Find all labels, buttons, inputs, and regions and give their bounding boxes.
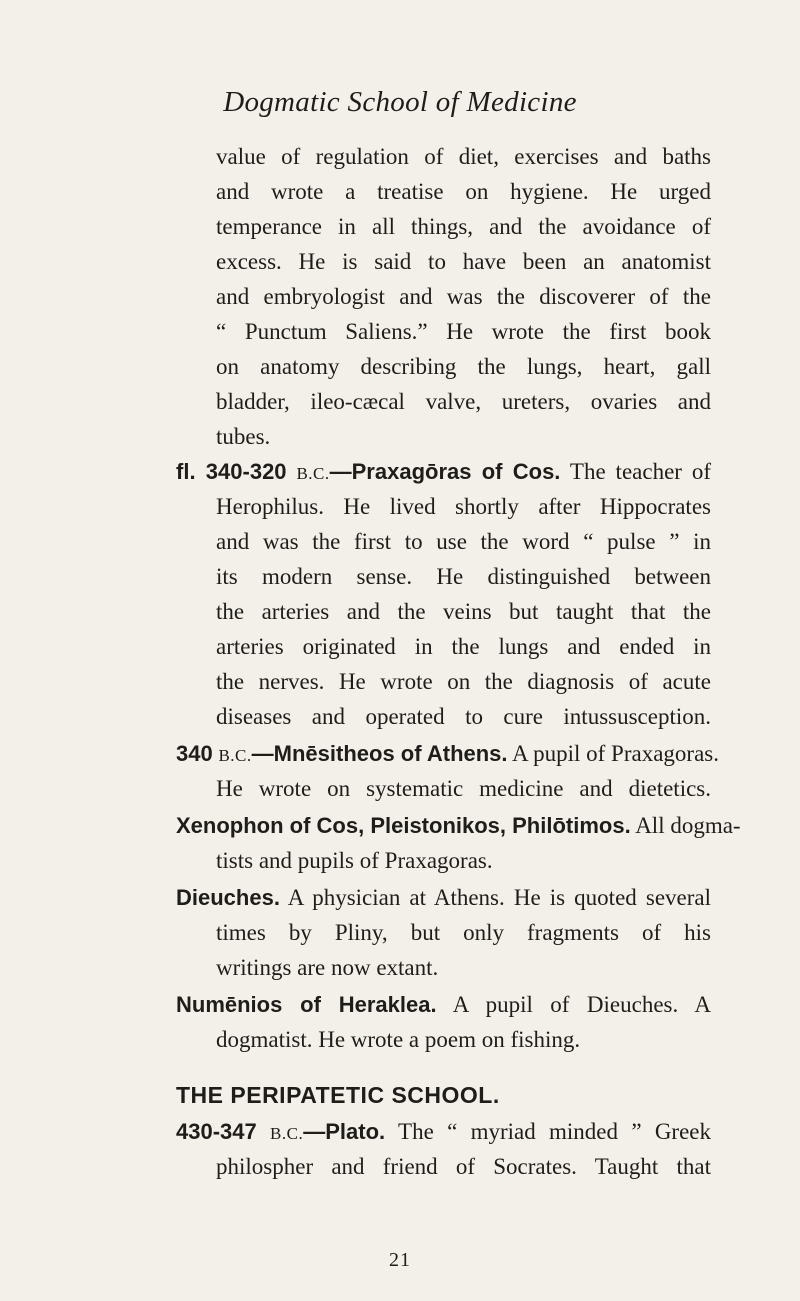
text-line: on anatomy describing the lungs, heart, gall [216, 354, 711, 379]
entry-xenophon-heading [176, 809, 741, 844]
text-line: writings are now extant. [216, 955, 439, 980]
entry-date: 340 [176, 741, 213, 766]
text-line: He wrote on systematic medicine and dietetics. [216, 776, 711, 801]
text-line: temperance in all things, and the avoidance of [216, 214, 711, 239]
entry-date: 430-347 [176, 1119, 257, 1144]
entry-numenios-heading [176, 988, 711, 1023]
text-line: the arteries and the veins but taught that the [216, 599, 711, 624]
entry-name: —Praxagōras of Cos. [329, 459, 561, 484]
text-line: times by Pliny, but only fragments of his [216, 920, 711, 945]
text-line: and wrote a treatise on hygiene. He urged [216, 179, 711, 204]
entry-name: Dieuches. [176, 885, 280, 910]
text-line: the nerves. He wrote on the diagnosis of acute [216, 669, 711, 694]
text-line: value of regulation of diet, exercises and baths [216, 144, 711, 169]
entry-text: A pupil of Praxagoras. [512, 741, 719, 766]
era: B.C. [218, 746, 252, 765]
entry-date: fl. 340-320 [176, 459, 287, 484]
text-line: excess. He is said to have been an anatomist [216, 249, 711, 274]
text-line: and was the first to use the word “ pulse ” in [216, 529, 711, 554]
entry-text: The “ myriad minded ” Greek [398, 1119, 712, 1144]
entry-name: —Mnēsitheos of Athens. [251, 741, 508, 766]
text-line: arteries originated in the lungs and ended in [216, 634, 711, 659]
entry-text: A physician at Athens. He is quoted several [287, 885, 711, 910]
entry-plato-heading [176, 1115, 711, 1152]
text-line: Herophilus. He lived shortly after Hippocrates [216, 494, 711, 519]
era: B.C. [270, 1124, 304, 1143]
entry-text: A pupil of Dieuches. A [452, 992, 712, 1017]
text-line: dogmatist. He wrote a poem on fishing. [216, 1027, 581, 1052]
entry-name: Numēnios of Heraklea. [176, 992, 437, 1017]
page-number: 21 [389, 1249, 411, 1271]
text-line: philospher and friend of Socrates. Taught that [216, 1154, 711, 1179]
text-line: “ Punctum Saliens.” He wrote the first book [216, 319, 711, 344]
entry-dieuches-heading [176, 881, 711, 916]
entry-praxagoras-heading [176, 455, 711, 492]
era: B.C. [296, 464, 330, 483]
section-heading: THE PERIPATETIC SCHOOL. [176, 1082, 500, 1108]
text-line: bladder, ileo-cæcal valve, ureters, ovaries and [216, 389, 711, 414]
entry-name: —Plato. [303, 1119, 386, 1144]
entry-text: All dogma- [635, 813, 741, 838]
text-line: diseases and operated to cure intussusception. [216, 704, 711, 729]
running-head: Dogmatic School of Medicine [223, 86, 577, 118]
text-line: tists and pupils of Praxagoras. [216, 848, 493, 873]
entry-mnesitheos-heading [176, 737, 719, 774]
text-line: its modern sense. He distinguished between [216, 564, 711, 589]
text-line: and embryologist and was the discoverer of the [216, 284, 711, 309]
entry-name: Xenophon of Cos, Pleistonikos, Philōtimos. [176, 813, 631, 838]
entry-text: The teacher of [569, 459, 711, 484]
text-line: tubes. [216, 424, 271, 449]
